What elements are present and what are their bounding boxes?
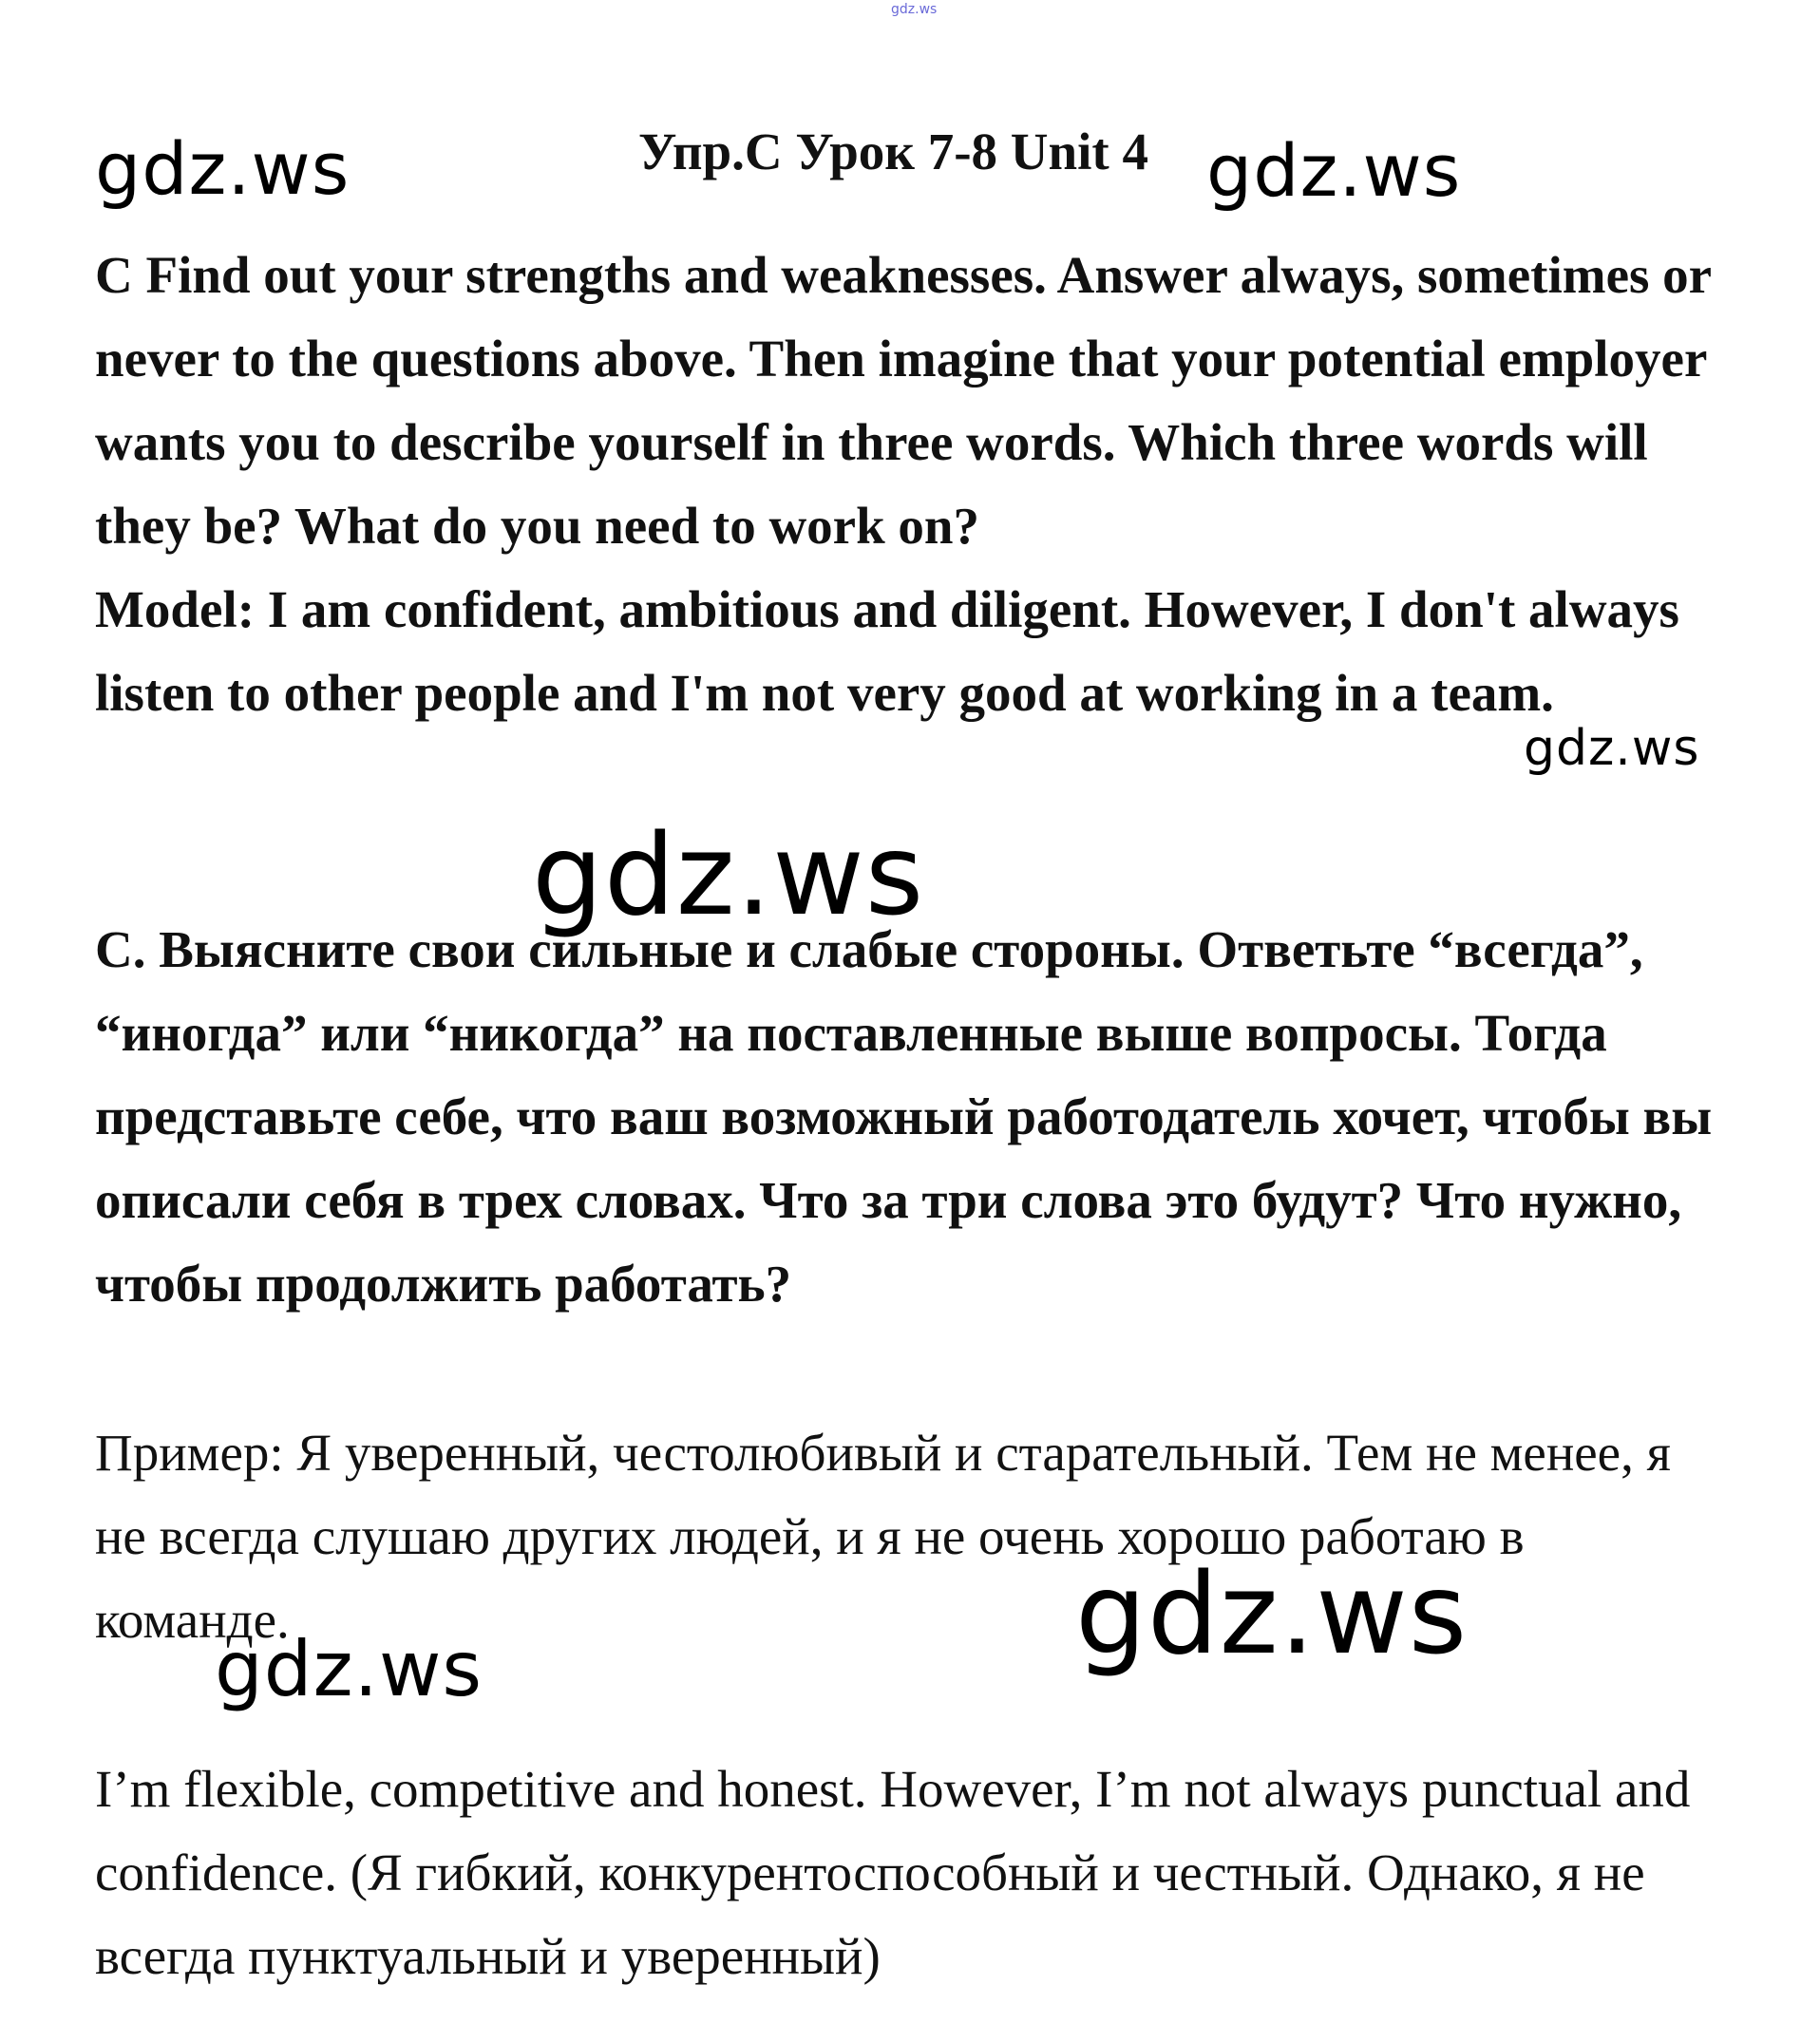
top-site-mark: gdz.ws xyxy=(891,2,938,17)
answer-block xyxy=(95,1748,1748,1998)
watermark-top-right: gdz.ws xyxy=(1206,128,1462,213)
task-english xyxy=(95,234,1729,735)
task-english-text: C Find out your strengths and weaknesses. Answer always, sometimes or never to the questions above. Then imagine that your potential employer wants you to describe yourself in three words. Which three words will they be? What do you need to work on? xyxy=(95,246,1712,555)
answer-text: I’m flexible, competitive and honest. However, I’m not always punctual and confidence. (Я гибкий, конкурентоспособный и честный. Однако, я не всегда пунктуальный и уверенный) xyxy=(95,1760,1691,1985)
watermark-bottom-left: gdz.ws xyxy=(215,1625,483,1713)
task-russian xyxy=(95,908,1729,1326)
example-russian-text: Пример: Я уверенный, честолюбивый и старательный. Тем не менее, я не всегда слушаю других людей, и я не очень хорошо работаю в команде. xyxy=(95,1424,1671,1649)
page-title: Упр.С Урок 7-8 Unit 4 xyxy=(638,123,1148,180)
watermark-top-left: gdz.ws xyxy=(95,126,351,211)
task-russian-text: С. Выясните свои сильные и слабые стороны. Ответьте “всегда”, “иногда” или “никогда” на поставленные выше вопросы. Тогда представьте себе, что ваш возможный работодатель хочет, чтобы вы описали себя в трех словах. Что за три слова это будут? Что нужно, чтобы продолжить работать? xyxy=(95,920,1713,1313)
task-english-model: Model: I am confident, ambitious and diligent. However, I don't always listen to other people and I'm not very good at working in a team. xyxy=(95,580,1679,722)
watermark-mid-right: gdz.ws xyxy=(1524,720,1700,777)
watermark-center-large: gdz.ws xyxy=(532,809,925,940)
watermark-bottom-right-large: gdz.ws xyxy=(1075,1548,1469,1679)
